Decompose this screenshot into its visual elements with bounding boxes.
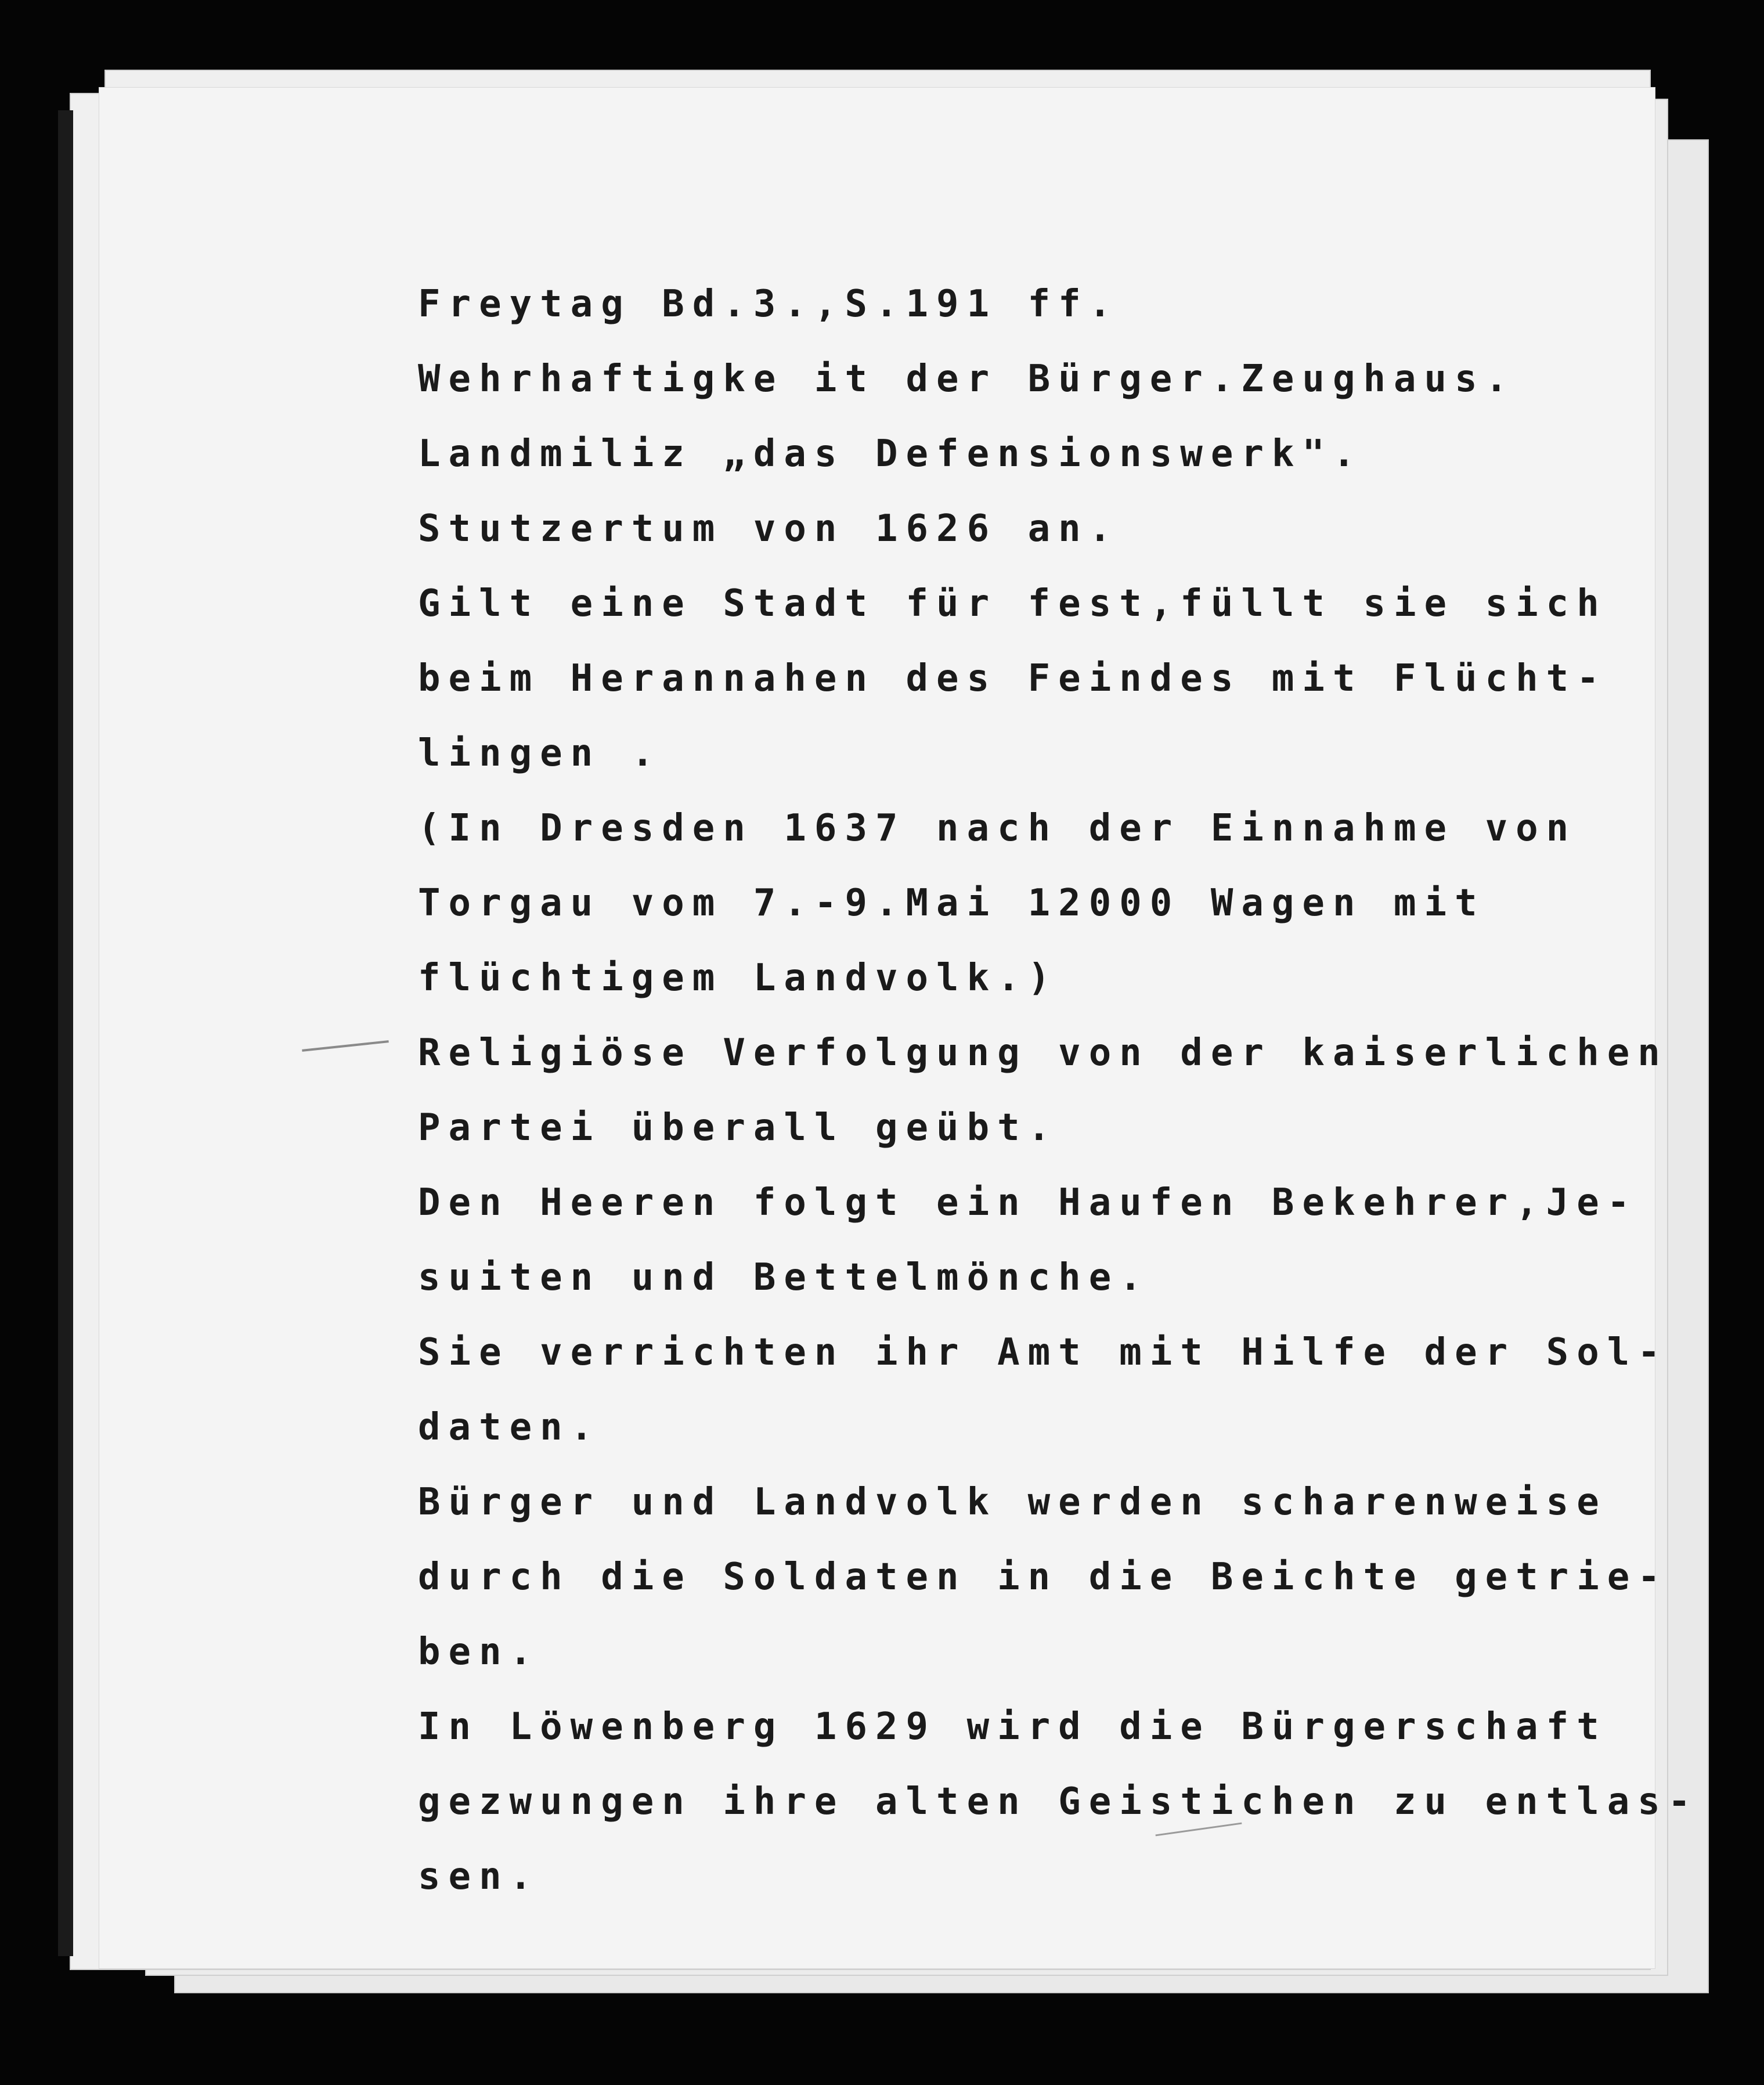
text-line: durch die Soldaten in die Beichte getrie-: [418, 1556, 1668, 1599]
text-line: In Löwenberg 1629 wird die Bürgerschaft: [418, 1705, 1607, 1748]
text-line: Gilt eine Stadt für fest,füllt sie sich: [418, 582, 1607, 625]
text-line: ben.: [418, 1631, 540, 1673]
text-line: Den Heeren folgt ein Haufen Bekehrer,Je-: [418, 1181, 1638, 1224]
text-line: Stutzertum von 1626 an.: [418, 507, 1120, 550]
typewritten-text: [418, 267, 1699, 1914]
text-line: Torgau vom 7.-9.Mai 12000 Wagen mit: [418, 882, 1485, 925]
binding-edge: [58, 110, 73, 1956]
text-line: Landmiliz „das Defensionswerk".: [418, 432, 1363, 475]
text-line: Partei überall geübt.: [418, 1106, 1059, 1149]
text-line: lingen .: [418, 732, 662, 775]
text-line: Freytag Bd.3.,S.191 ff.: [418, 283, 1120, 326]
text-line: sen.: [418, 1855, 540, 1898]
text-line: Bürger und Landvolk werden scharenweise: [418, 1481, 1607, 1524]
text-line: Sie verrichten ihr Amt mit Hilfe der Sol-: [418, 1331, 1668, 1374]
text-line: flüchtigem Landvolk.): [418, 957, 1059, 1000]
text-line: suiten und Bettelmönche.: [418, 1256, 1150, 1299]
text-line: daten.: [418, 1406, 601, 1449]
text-line: beim Herannahen des Feindes mit Flücht-: [418, 657, 1607, 700]
text-line: Religiöse Verfolgung von der kaiserlichen: [418, 1031, 1668, 1074]
text-line: Wehrhaftigke it der Bürger.Zeughaus.: [418, 358, 1516, 401]
text-line: gezwungen ihre alten Geistichen zu entlas-: [418, 1780, 1699, 1823]
text-line: (In Dresden 1637 nach der Einnahme von: [418, 807, 1577, 850]
